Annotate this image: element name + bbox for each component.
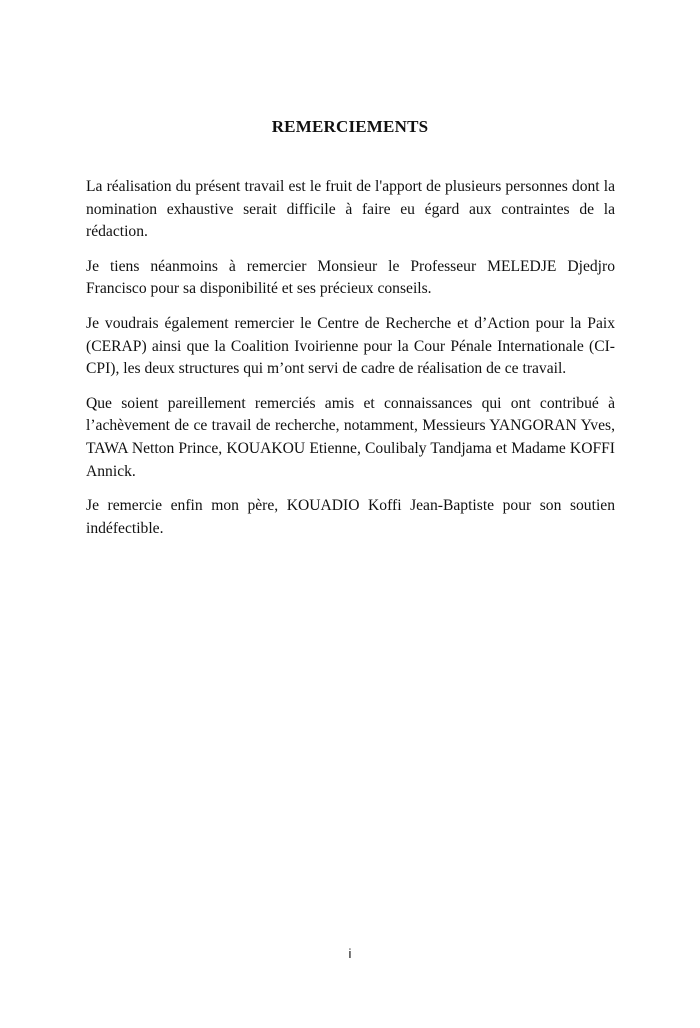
paragraph-5: Je remercie enfin mon père, KOUADIO Koffi Jean-Baptiste pour son soutien indéfectible.: [86, 497, 615, 537]
paragraph-2: Je tiens néanmoins à remercier Monsieur le Professeur MELEDJE Djedjro Francisco pour sa disponibilité et ses précieux conseils.: [86, 257, 615, 298]
paragraph-1: La réalisation du présent travail est le fruit de l'apport de plusieurs personnes dont la nomination exhaustive serait difficile à faire eu égard aux contraintes de la rédaction.: [86, 178, 615, 241]
paragraph-3: Je voudrais également remercier le Centre de Recherche et d’Action pour la Paix (CERAP) ainsi que la Coalition Ivoirienne pour la Cour Pénale Internationale (CI-CPI), les deux structures qui m’ont servi de cadre de réalisation de ce travail.: [86, 314, 615, 378]
acknowledgements-body: [86, 176, 615, 552]
page-title: REMERCIEMENTS: [271, 117, 429, 136]
paragraph-4: Que soient pareillement remerciés amis et connaissances qui ont contribué à l’achèvement de ce travail de recherche, notamment, Messieurs YANGORAN Yves, TAWA Netton Prince, KOUAKOU Etienne, Coulibaly Tandjama et Madame KOFFI Annick.: [86, 394, 615, 480]
page-number: i: [348, 946, 352, 961]
